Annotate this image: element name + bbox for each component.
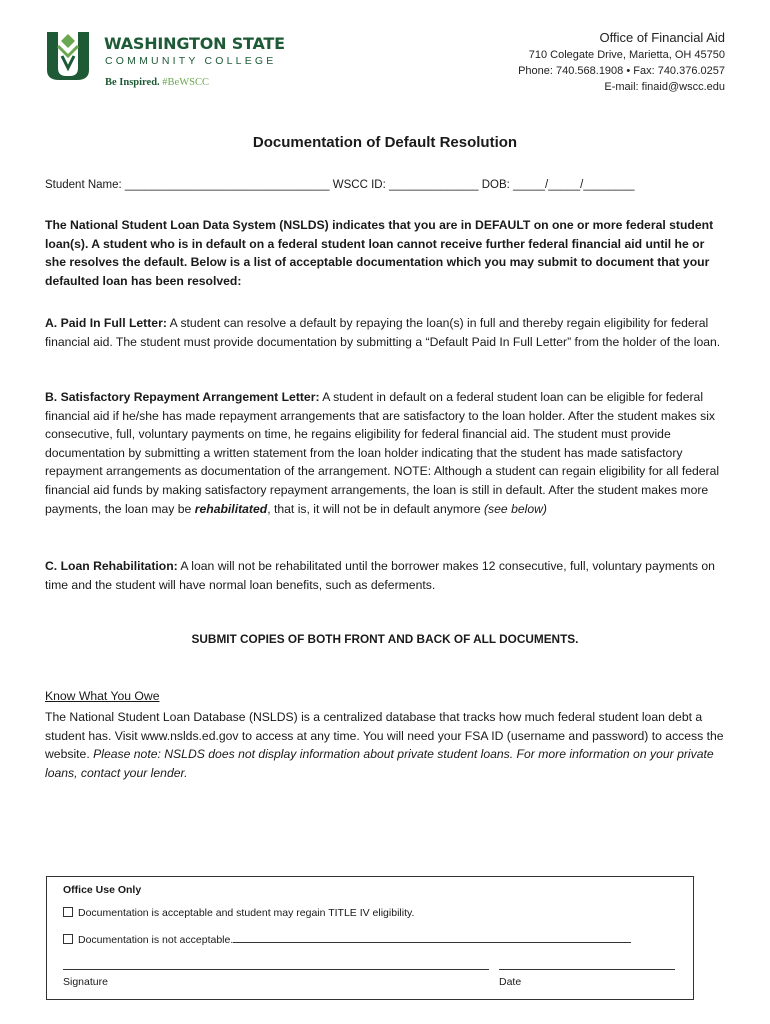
section-a <box>45 314 725 351</box>
section-b <box>45 388 725 518</box>
section-b-emphasis: rehabilitated <box>194 501 268 516</box>
section-b-label: B. Satisfactory Repayment Arrangement Letter: <box>45 390 320 404</box>
section-c <box>45 557 725 594</box>
know-text: The National Student Loan Database (NSLDS) is a centralized database that tracks how much federal student loan debt a student has. Visit www.nslds.ed.gov to access at any time. You will need your FSA ID (username and password) to access the website. <box>45 710 724 762</box>
not-acceptable-checkbox-row[interactable] <box>63 933 631 946</box>
tagline-bold: Be Inspired. <box>105 77 160 88</box>
know-note: Please note: NSLDS does not display information about private student loans. For more information on your private loans, contact your lender. <box>45 747 714 780</box>
tagline-hashtag: #BeWSCC <box>159 77 209 88</box>
office-phone: Phone: 740.568.1908 • Fax: 740.376.0257 <box>518 65 725 77</box>
section-b-see-below: (see below) <box>483 501 547 516</box>
checkbox-icon[interactable] <box>63 934 73 944</box>
know-paragraph <box>45 708 725 782</box>
date-label: Date <box>499 976 522 988</box>
college-logo <box>44 26 284 96</box>
logo-subtitle: COMMUNITY COLLEGE <box>105 55 277 67</box>
section-a-text: A student can resolve a default by repaying the loan(s) in full and thereby regain eligibility for federal financial aid. The student must provide documentation by submitting a “Default Paid In Full Letter” from the holder of the loan. <box>45 316 721 349</box>
date-line[interactable] <box>499 969 675 970</box>
section-a-label: A. Paid In Full Letter: <box>45 316 167 330</box>
not-acceptable-label: Documentation is not acceptable. <box>78 934 234 946</box>
document-title: Documentation of Default Resolution <box>252 134 518 151</box>
section-b-text: A student in default on a federal student loan can be eligible for federal financial aid if he/she has made repayment arrangements that are satisfactory to the loan holder. After the student makes six consecutive, full, voluntary payments on time, he regains eligibility for federal financial aid. The student must provide documentation by submitting a written statement from the loan holder indicating that the student has made satisfactory repayment arrangements as documentation of the arrangement. NOTE: Although a student can regain eligibility for all federal financial aid funds by making satisfactory repayment arrangements, the loan is still in default. After the student makes more payments, the loan may be <box>45 390 720 516</box>
office-title: Office of Financial Aid <box>599 30 725 45</box>
section-c-label: C. Loan Rehabilitation: <box>45 559 178 573</box>
office-use-title: Office Use Only <box>63 884 142 896</box>
office-email: E-mail: finaid@wscc.edu <box>604 81 725 93</box>
checkbox-icon[interactable] <box>63 907 73 917</box>
comment-line[interactable] <box>233 933 631 943</box>
submit-instruction: SUBMIT COPIES OF BOTH FRONT AND BACK OF ALL DOCUMENTS. <box>191 632 579 646</box>
student-info-fields[interactable]: Student Name: ________________________________ WSCC ID: ______________ DOB: _____/_____/________ <box>45 179 635 191</box>
office-contact <box>518 29 725 95</box>
logo-tagline <box>105 77 209 88</box>
signature-line[interactable] <box>63 969 489 970</box>
know-heading: Know What You Owe <box>45 689 160 703</box>
section-c-text: A loan will not be rehabilitated until the borrower makes 12 consecutive, full, voluntary payments on time and the student will have normal loan benefits, such as deferments. <box>45 559 715 592</box>
office-use-box <box>46 876 694 1000</box>
logo-name: WASHINGTON STATE <box>104 34 285 53</box>
office-address: 710 Colegate Drive, Marietta, OH 45750 <box>528 49 725 61</box>
acceptable-label: Documentation is acceptable and student may regain TITLE IV eligibility. <box>78 907 415 919</box>
acceptable-checkbox-row[interactable] <box>63 907 414 919</box>
signature-label: Signature <box>63 976 108 988</box>
section-b-text2: , that is, it will not be in default anymore <box>267 501 484 516</box>
intro-paragraph: The National Student Loan Data System (NSLDS) indicates that you are in DEFAULT on one or more federal student loan(s). A student who is in default on a federal student loan cannot receive further federal financial aid until he or she resolves the default. Below is a list of acceptable documentation which you may submit to document that your defaulted loan has been resolved: <box>45 218 714 288</box>
wscc-emblem-icon <box>44 28 92 82</box>
